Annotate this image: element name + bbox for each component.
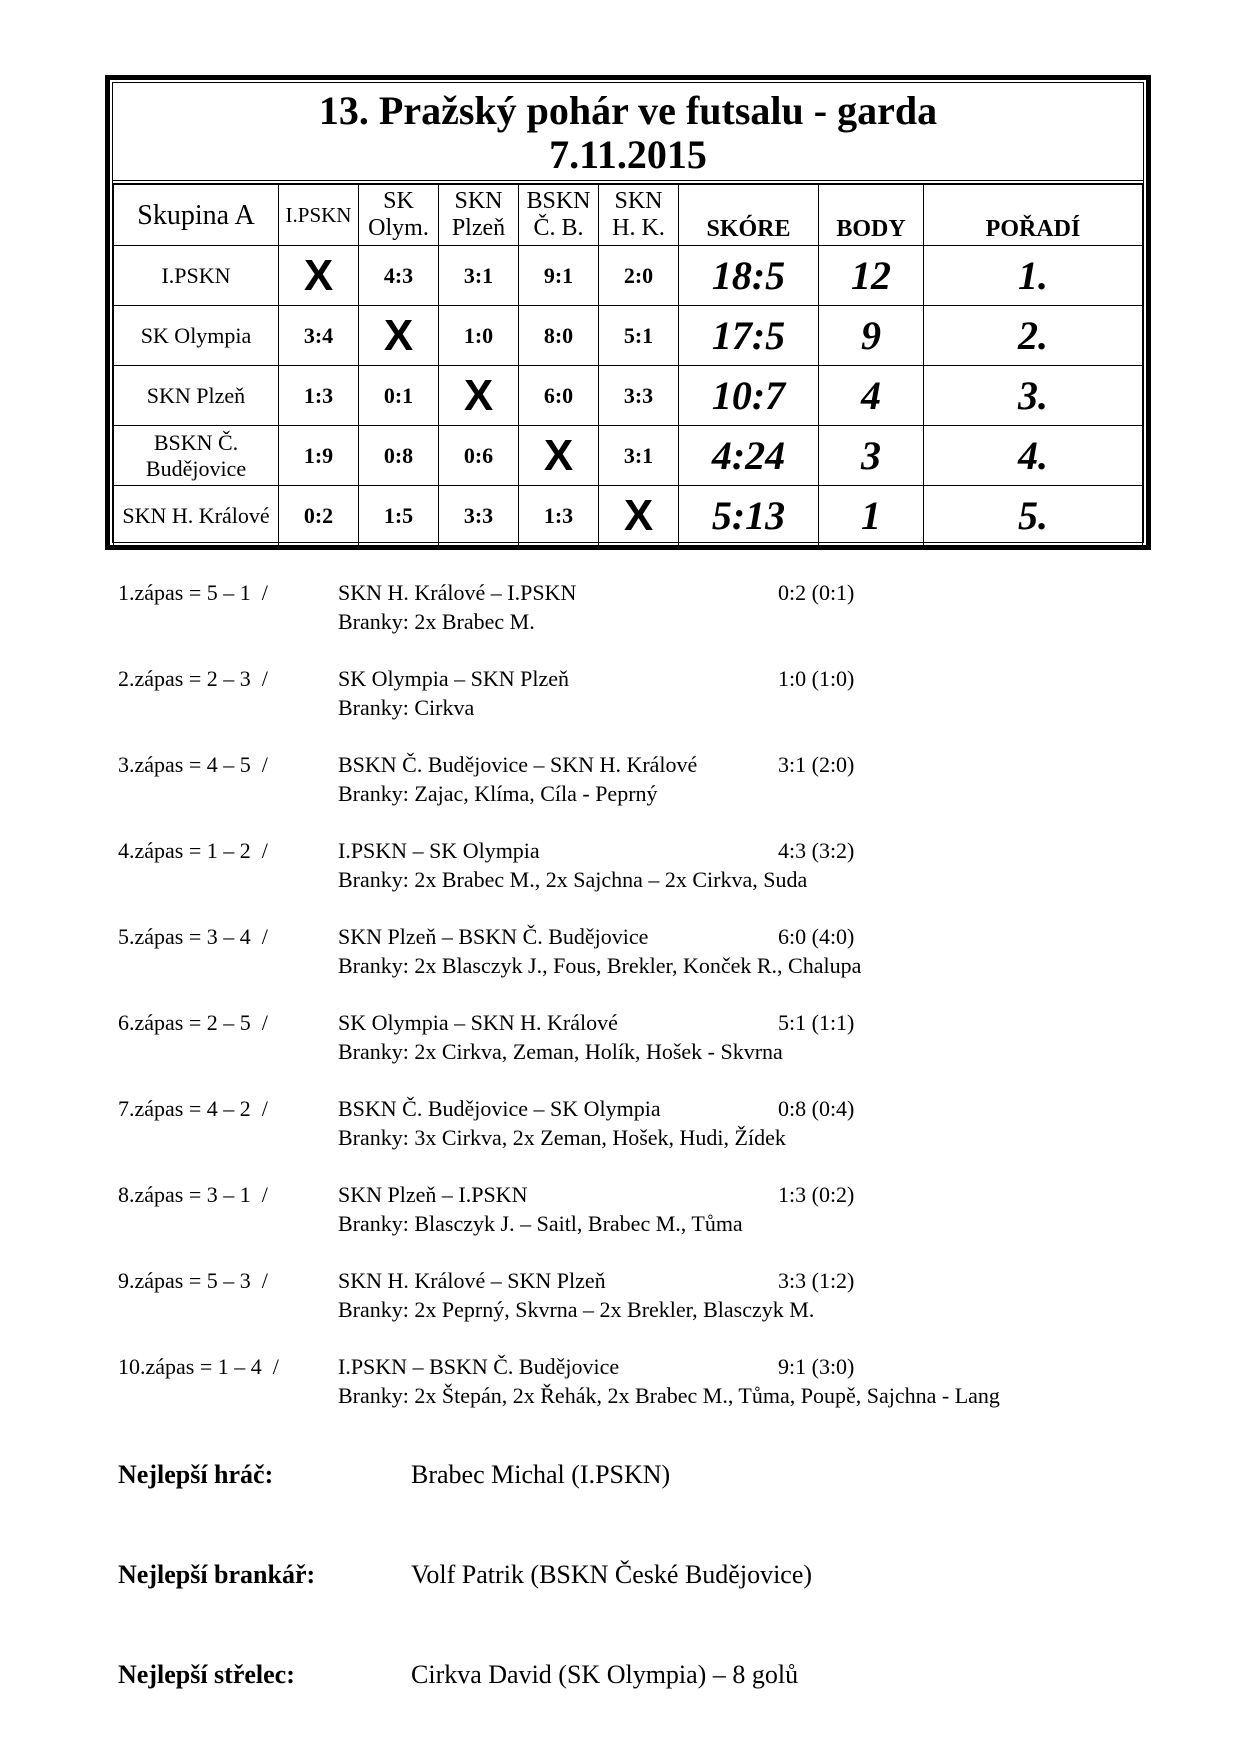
col-header-3: SKN Plzeň bbox=[439, 185, 519, 246]
match-goals: Branky: 2x Štepán, 2x Řehák, 2x Brabec M., Tůma, Poupě, Sajchna - Lang bbox=[338, 1383, 1000, 1408]
score-header: SKÓRE bbox=[679, 185, 819, 246]
match-item bbox=[118, 1180, 1198, 1266]
match-goals: Branky: Zajac, Klíma, Cíla - Peprný bbox=[338, 781, 658, 806]
col-header-2: SK Olym. bbox=[359, 185, 439, 246]
rank: 2. bbox=[924, 306, 1143, 366]
col-header-5: SKN H. K. bbox=[599, 185, 679, 246]
rank: 1. bbox=[924, 246, 1143, 306]
result-cell: 0:2 bbox=[279, 486, 359, 546]
match-goals: Branky: 2x Blasczyk J., Fous, Brekler, Konček R., Chalupa bbox=[338, 953, 862, 978]
total-score: 17:5 bbox=[679, 306, 819, 366]
points: 4 bbox=[819, 366, 924, 426]
match-result: 1:3 (0:2) bbox=[778, 1182, 855, 1207]
award-winner: Cirkva David (SK Olympia) – 8 golů bbox=[411, 1660, 799, 1689]
team-name: SKN Plzeň bbox=[114, 366, 279, 426]
points-header: BODY bbox=[819, 185, 924, 246]
match-teams: BSKN Č. Budějovice – SKN H. Králové bbox=[338, 752, 698, 777]
match-number: 10.zápas = 1 – 4 / bbox=[118, 1354, 279, 1379]
match-number: 7.zápas = 4 – 2 / bbox=[118, 1096, 268, 1121]
rank: 3. bbox=[924, 366, 1143, 426]
match-result: 5:1 (1:1) bbox=[778, 1010, 855, 1035]
standings-header-row bbox=[114, 185, 1143, 246]
result-cell: 2:0 bbox=[599, 246, 679, 306]
match-result: 6:0 (4:0) bbox=[778, 924, 855, 949]
award-winner: Brabec Michal (I.PSKN) bbox=[411, 1460, 671, 1489]
match-number: 1.zápas = 5 – 1 / bbox=[118, 580, 268, 605]
result-cell: 3:1 bbox=[599, 426, 679, 486]
award-label: Nejlepší střelec: bbox=[118, 1660, 295, 1689]
points: 1 bbox=[819, 486, 924, 546]
rank: 4. bbox=[924, 426, 1143, 486]
match-goals: Branky: 2x Brabec M., 2x Sajchna – 2x Cirkva, Suda bbox=[338, 867, 808, 892]
team-name: I.PSKN bbox=[114, 246, 279, 306]
points: 9 bbox=[819, 306, 924, 366]
standings-grid bbox=[113, 184, 1143, 546]
match-teams: SKN Plzeň – BSKN Č. Budějovice bbox=[338, 924, 649, 949]
match-item bbox=[118, 578, 1198, 664]
result-cell: 0:8 bbox=[359, 426, 439, 486]
match-result: 3:3 (1:2) bbox=[778, 1268, 855, 1293]
tournament-title bbox=[113, 83, 1143, 184]
result-cell: 4:3 bbox=[359, 246, 439, 306]
result-cell: 1:0 bbox=[439, 306, 519, 366]
match-number: 5.zápas = 3 – 4 / bbox=[118, 924, 268, 949]
match-teams: SK Olympia – SKN H. Králové bbox=[338, 1010, 618, 1035]
total-score: 4:24 bbox=[679, 426, 819, 486]
match-item bbox=[118, 1266, 1198, 1352]
diagonal-x-cell: X bbox=[439, 366, 519, 426]
team-name: BSKN Č. Budějovice bbox=[114, 426, 279, 486]
standings-row bbox=[114, 366, 1143, 426]
match-result: 3:1 (2:0) bbox=[778, 752, 855, 777]
match-goals: Branky: 3x Cirkva, 2x Zeman, Hošek, Hudi, Žídek bbox=[338, 1125, 786, 1150]
match-result: 9:1 (3:0) bbox=[778, 1354, 855, 1379]
match-number: 2.zápas = 2 – 3 / bbox=[118, 666, 268, 691]
match-result: 0:8 (0:4) bbox=[778, 1096, 855, 1121]
match-number: 4.zápas = 1 – 2 / bbox=[118, 838, 268, 863]
diagonal-x-cell: X bbox=[519, 426, 599, 486]
col-header-1: I.PSKN bbox=[279, 185, 359, 246]
result-cell: 3:1 bbox=[439, 246, 519, 306]
match-item bbox=[118, 836, 1198, 922]
result-cell: 6:0 bbox=[519, 366, 599, 426]
match-number: 6.zápas = 2 – 5 / bbox=[118, 1010, 268, 1035]
col-header-4: BSKN Č. B. bbox=[519, 185, 599, 246]
match-number: 8.zápas = 3 – 1 / bbox=[118, 1182, 268, 1207]
match-teams: SKN H. Králové – I.PSKN bbox=[338, 580, 577, 605]
match-result: 0:2 (0:1) bbox=[778, 580, 855, 605]
match-teams: SKN H. Králové – SKN Plzeň bbox=[338, 1268, 606, 1293]
award-label: Nejlepší brankář: bbox=[118, 1560, 316, 1589]
match-goals: Branky: 2x Peprný, Skvrna – 2x Brekler, Blasczyk M. bbox=[338, 1297, 815, 1322]
match-goals: Branky: Cirkva bbox=[338, 695, 475, 720]
points: 12 bbox=[819, 246, 924, 306]
result-cell: 0:1 bbox=[359, 366, 439, 426]
award-winner: Volf Patrik (BSKN České Budějovice) bbox=[411, 1560, 813, 1589]
match-goals: Branky: 2x Cirkva, Zeman, Holík, Hošek - Skvrna bbox=[338, 1039, 783, 1064]
standings-row bbox=[114, 306, 1143, 366]
points: 3 bbox=[819, 426, 924, 486]
match-teams: SK Olympia – SKN Plzeň bbox=[338, 666, 569, 691]
result-cell: 8:0 bbox=[519, 306, 599, 366]
result-cell: 1:3 bbox=[519, 486, 599, 546]
match-item bbox=[118, 750, 1198, 836]
total-score: 10:7 bbox=[679, 366, 819, 426]
total-score: 18:5 bbox=[679, 246, 819, 306]
result-cell: 1:9 bbox=[279, 426, 359, 486]
title-date: 7.11.2015 bbox=[549, 132, 707, 177]
standings-table-frame bbox=[105, 75, 1151, 550]
match-result: 1:0 (1:0) bbox=[778, 666, 855, 691]
match-number: 9.zápas = 5 – 3 / bbox=[118, 1268, 268, 1293]
group-label: Skupina A bbox=[114, 185, 279, 246]
match-goals: Branky: Blasczyk J. – Saitl, Brabec M., Tůma bbox=[338, 1211, 743, 1236]
total-score: 5:13 bbox=[679, 486, 819, 546]
match-item bbox=[118, 1008, 1198, 1094]
diagonal-x-cell: X bbox=[359, 306, 439, 366]
result-cell: 9:1 bbox=[519, 246, 599, 306]
award-label: Nejlepší hráč: bbox=[118, 1460, 274, 1489]
standings-row bbox=[114, 486, 1143, 546]
result-cell: 3:3 bbox=[599, 366, 679, 426]
result-cell: 0:6 bbox=[439, 426, 519, 486]
standings-row bbox=[114, 246, 1143, 306]
match-item bbox=[118, 1352, 1198, 1438]
match-list bbox=[118, 578, 1198, 1438]
rank-header: POŘADÍ bbox=[924, 185, 1143, 246]
match-result: 4:3 (3:2) bbox=[778, 838, 855, 863]
match-teams: BSKN Č. Budějovice – SK Olympia bbox=[338, 1096, 661, 1121]
title-line-1: 13. Pražský pohár ve futsalu - garda bbox=[318, 88, 938, 133]
diagonal-x-cell: X bbox=[599, 486, 679, 546]
match-item bbox=[118, 664, 1198, 750]
result-cell: 1:3 bbox=[279, 366, 359, 426]
match-item bbox=[118, 922, 1198, 1008]
match-teams: SKN Plzeň – I.PSKN bbox=[338, 1182, 528, 1207]
match-number: 3.zápas = 4 – 5 / bbox=[118, 752, 268, 777]
match-goals: Branky: 2x Brabec M. bbox=[338, 609, 535, 634]
standings-row bbox=[114, 426, 1143, 486]
match-item bbox=[118, 1094, 1198, 1180]
result-cell: 1:5 bbox=[359, 486, 439, 546]
match-teams: I.PSKN – SK Olympia bbox=[338, 838, 540, 863]
team-name: SK Olympia bbox=[114, 306, 279, 366]
team-name: SKN H. Králové bbox=[114, 486, 279, 546]
match-teams: I.PSKN – BSKN Č. Budějovice bbox=[338, 1354, 620, 1379]
rank: 5. bbox=[924, 486, 1143, 546]
diagonal-x-cell: X bbox=[279, 246, 359, 306]
result-cell: 3:3 bbox=[439, 486, 519, 546]
result-cell: 3:4 bbox=[279, 306, 359, 366]
result-cell: 5:1 bbox=[599, 306, 679, 366]
